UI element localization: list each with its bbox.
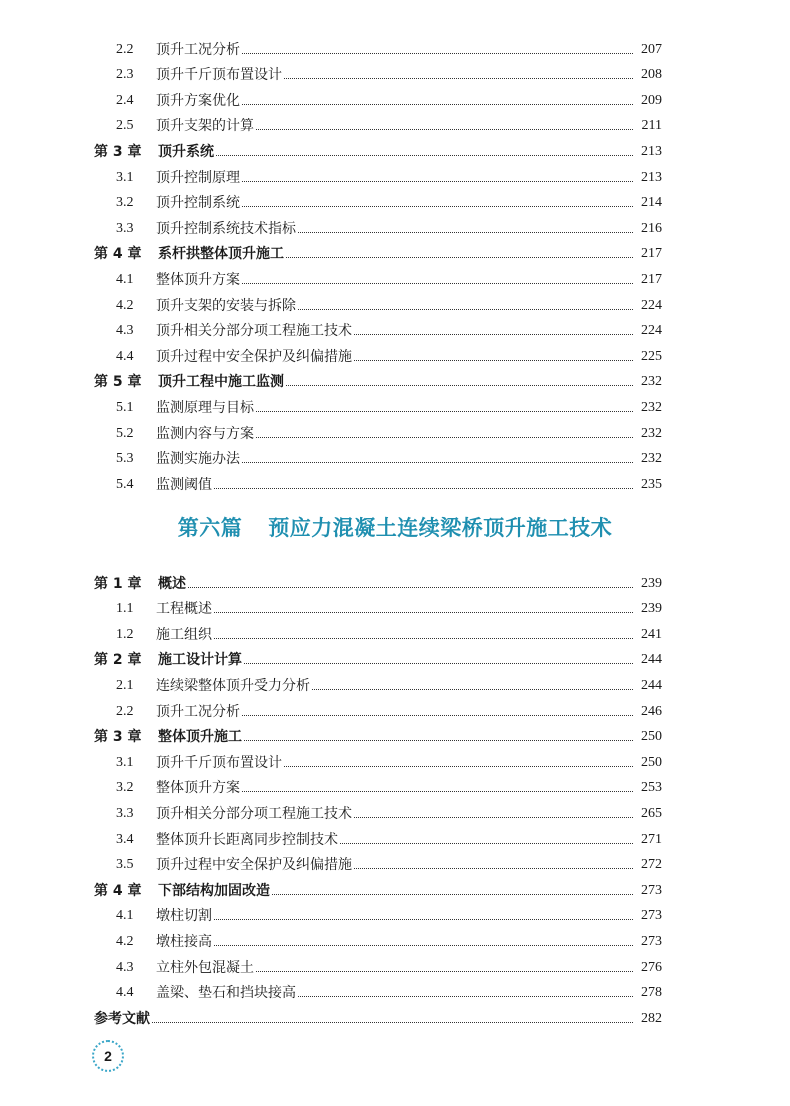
toc-entry-number: 4.4	[116, 348, 134, 364]
toc-entry-title: 整体顶升施工	[158, 729, 242, 746]
toc-entry-number: 1.2	[116, 626, 134, 642]
toc-entry-page: 232	[641, 399, 662, 415]
toc-entry-page: 217	[641, 271, 662, 287]
toc-entry-title: 顶升千斤顶布置设计	[156, 754, 282, 771]
toc-entry-title: 系杆拱整体顶升施工	[158, 246, 284, 263]
leader-dots	[242, 103, 633, 105]
toc-chapter-entry	[94, 1001, 662, 1027]
leader-dots	[286, 384, 633, 386]
toc-section-entry	[94, 109, 662, 135]
toc-entry-number: 4.2	[116, 933, 134, 949]
toc-chapter-entry	[94, 134, 662, 160]
leader-dots	[214, 944, 633, 946]
leader-dots	[244, 662, 633, 664]
toc-entry-page: 217	[641, 246, 662, 262]
leader-dots	[242, 282, 633, 284]
toc-entry-number: 第 3 章	[94, 143, 142, 160]
toc-entry-title: 整体顶升长距离同步控制技术	[156, 831, 338, 848]
toc-entry-number: 3.4	[116, 831, 134, 847]
leader-dots	[354, 333, 633, 335]
toc-entry-number: 第 3 章	[94, 729, 142, 746]
toc-entry-title: 墩柱接高	[156, 933, 212, 950]
toc-section-entry	[94, 83, 662, 109]
leader-dots	[256, 410, 633, 412]
toc-entry-number: 1.1	[116, 601, 134, 617]
toc-section-entry	[94, 924, 662, 950]
part-label: 第六篇	[177, 515, 243, 540]
leader-dots	[242, 205, 633, 207]
leader-dots	[312, 688, 633, 690]
toc-entry-page: 207	[641, 41, 662, 57]
leader-dots	[214, 487, 633, 489]
leader-dots	[244, 739, 633, 741]
toc-section-entry	[94, 822, 662, 848]
toc-entry-title: 整体顶升方案	[156, 271, 240, 288]
toc-entry-number: 5.2	[116, 425, 134, 441]
toc-entry-title: 顶升控制系统	[156, 195, 240, 212]
toc-entry-title: 连续梁整体顶升受力分析	[156, 677, 310, 694]
toc-entry-title: 施工组织	[156, 626, 212, 643]
toc-entry-title: 盖梁、垫石和挡块接高	[156, 985, 296, 1002]
leader-dots	[242, 461, 633, 463]
toc-section-entry	[94, 339, 662, 365]
toc-entry-number: 4.3	[116, 323, 134, 339]
toc-entry-page: 209	[641, 92, 662, 108]
toc-entry-page: 211	[641, 118, 662, 134]
toc-entry-title: 监测原理与目标	[156, 399, 254, 416]
toc-section-entry	[94, 976, 662, 1002]
toc-entry-page: 276	[641, 959, 662, 975]
toc-section-entry	[94, 211, 662, 237]
toc-entry-number: 5.3	[116, 451, 134, 467]
toc-entry-page: 244	[641, 652, 662, 668]
toc-entry-number: 第 4 章	[94, 246, 142, 263]
toc-entry-number: 4.3	[116, 959, 134, 975]
toc-entry-number: 3.3	[116, 220, 134, 236]
toc-entry-title: 顶升方案优化	[156, 92, 240, 109]
toc-entry-number: 4.1	[116, 271, 134, 287]
toc-entry-page: 232	[641, 374, 662, 390]
toc-entry-number: 第 4 章	[94, 882, 142, 899]
leader-dots	[214, 637, 633, 639]
toc-entry-page: 213	[641, 143, 662, 159]
toc-entry-title: 顶升控制原理	[156, 169, 240, 186]
toc-entry-page: 232	[641, 425, 662, 441]
toc-section-entry	[94, 467, 662, 493]
toc-entry-page: 246	[641, 703, 662, 719]
toc-entry-title: 监测阈值	[156, 476, 212, 493]
toc-entry-page: 278	[641, 985, 662, 1001]
part-title: 预应力混凝土连续梁桥顶升施工技术	[268, 515, 613, 540]
toc-entry-page: 216	[641, 220, 662, 236]
toc-entry-number: 2.2	[116, 41, 134, 57]
toc-entry-page: 273	[641, 908, 662, 924]
toc-entry-page: 213	[641, 169, 662, 185]
toc-entry-title: 顶升过程中安全保护及纠偏措施	[156, 348, 352, 365]
toc-entry-number: 2.2	[116, 703, 134, 719]
toc-entry-page: 214	[641, 195, 662, 211]
toc-entry-page: 224	[641, 323, 662, 339]
page-number-badge	[92, 1040, 124, 1072]
toc-entry-title: 顶升支架的计算	[156, 118, 254, 135]
leader-dots	[256, 436, 633, 438]
toc-entry-page: 239	[641, 575, 662, 591]
toc-entry-number: 2.3	[116, 67, 134, 83]
toc-chapter-entry	[94, 237, 662, 263]
toc-top-section	[94, 32, 662, 493]
toc-entry-title: 顶升支架的安装与拆除	[156, 297, 296, 314]
leader-dots	[152, 1021, 633, 1023]
leader-dots	[214, 918, 633, 920]
toc-entry-page: 239	[641, 601, 662, 617]
toc-section-entry	[94, 314, 662, 340]
toc-entry-number: 2.1	[116, 677, 134, 693]
leader-dots	[242, 52, 633, 54]
toc-section-entry	[94, 617, 662, 643]
toc-section-entry	[94, 160, 662, 186]
toc-section-entry	[94, 262, 662, 288]
toc-entry-title: 监测实施办法	[156, 451, 240, 468]
toc-entry-number: 3.3	[116, 805, 134, 821]
toc-section-entry	[94, 592, 662, 618]
toc-entry-title: 下部结构加固改造	[158, 882, 270, 899]
toc-section-entry	[94, 745, 662, 771]
toc-section-entry	[94, 796, 662, 822]
page-number: 2	[104, 1048, 112, 1064]
leader-dots	[214, 611, 633, 613]
toc-entry-number: 3.2	[116, 780, 134, 796]
leader-dots	[298, 308, 633, 310]
toc-entry-page: 250	[641, 754, 662, 770]
toc-section-entry	[94, 899, 662, 925]
toc-entry-page: 272	[641, 857, 662, 873]
toc-entry-page: 271	[641, 831, 662, 847]
toc-entry-number: 4.1	[116, 908, 134, 924]
toc-section-entry	[94, 771, 662, 797]
leader-dots	[340, 842, 633, 844]
toc-entry-page: 282	[641, 1010, 662, 1026]
toc-entry-page: 253	[641, 780, 662, 796]
toc-entry-number: 2.4	[116, 92, 134, 108]
toc-entry-title: 整体顶升方案	[156, 780, 240, 797]
toc-section-entry	[94, 186, 662, 212]
toc-chapter-entry	[94, 720, 662, 746]
toc-section-entry	[94, 416, 662, 442]
leader-dots	[242, 714, 633, 716]
toc-entry-title: 监测内容与方案	[156, 425, 254, 442]
toc-entry-number: 4.2	[116, 297, 134, 313]
leader-dots	[298, 995, 633, 997]
toc-entry-number: 3.1	[116, 169, 134, 185]
toc-section-entry	[94, 32, 662, 58]
toc-section-entry	[94, 390, 662, 416]
toc-entry-title: 顶升工况分析	[156, 41, 240, 58]
toc-entry-page: 232	[641, 451, 662, 467]
toc-entry-page: 235	[641, 476, 662, 492]
toc-entry-page: 265	[641, 805, 662, 821]
toc-entry-title: 顶升系统	[158, 143, 214, 160]
toc-section-entry	[94, 288, 662, 314]
toc-section-entry	[94, 442, 662, 468]
toc-section-entry	[94, 694, 662, 720]
leader-dots	[188, 586, 633, 588]
leader-dots	[242, 180, 633, 182]
toc-entry-title: 顶升相关分部分项工程施工技术	[156, 323, 352, 340]
leader-dots	[354, 816, 633, 818]
toc-entry-number: 2.5	[116, 118, 134, 134]
toc-section-entry	[94, 58, 662, 84]
toc-entry-title: 参考文献	[94, 1010, 150, 1027]
toc-entry-number: 第 1 章	[94, 575, 142, 592]
leader-dots	[242, 790, 633, 792]
toc-entry-title: 顶升工程中施工监测	[158, 374, 284, 391]
toc-entry-number: 3.2	[116, 195, 134, 211]
toc-entry-title: 顶升工况分析	[156, 703, 240, 720]
toc-entry-title: 顶升相关分部分项工程施工技术	[156, 805, 352, 822]
toc-entry-page: 241	[641, 626, 662, 642]
leader-dots	[284, 77, 633, 79]
toc-entry-page: 224	[641, 297, 662, 313]
toc-entry-number: 5.4	[116, 476, 134, 492]
toc-section-entry	[94, 848, 662, 874]
toc-entry-title: 概述	[158, 575, 186, 592]
toc-entry-number: 第 2 章	[94, 652, 142, 669]
toc-entry-number: 3.5	[116, 857, 134, 873]
leader-dots	[256, 128, 633, 130]
leader-dots	[284, 765, 633, 767]
toc-chapter-entry	[94, 643, 662, 669]
leader-dots	[256, 970, 633, 972]
leader-dots	[286, 256, 633, 258]
toc-chapter-entry	[94, 566, 662, 592]
leader-dots	[354, 359, 633, 361]
toc-entry-number: 3.1	[116, 754, 134, 770]
toc-entry-number: 5.1	[116, 399, 134, 415]
toc-entry-page: 273	[641, 882, 662, 898]
toc-entry-page: 208	[641, 67, 662, 83]
toc-chapter-entry	[94, 873, 662, 899]
toc-entry-title: 顶升过程中安全保护及纠偏措施	[156, 857, 352, 874]
toc-entry-title: 墩柱切割	[156, 908, 212, 925]
toc-entry-page: 250	[641, 729, 662, 745]
toc-bottom-section	[94, 566, 662, 1027]
toc-entry-page: 273	[641, 933, 662, 949]
part-heading	[0, 512, 790, 542]
toc-entry-title: 工程概述	[156, 601, 212, 618]
toc-entry-page: 225	[641, 348, 662, 364]
toc-entry-number: 4.4	[116, 985, 134, 1001]
toc-entry-title: 施工设计计算	[158, 652, 242, 669]
leader-dots	[298, 231, 633, 233]
leader-dots	[354, 867, 633, 869]
toc-entry-number: 第 5 章	[94, 374, 142, 391]
leader-dots	[272, 893, 633, 895]
toc-entry-title: 立柱外包混凝土	[156, 959, 254, 976]
toc-entry-title: 顶升控制系统技术指标	[156, 220, 296, 237]
toc-chapter-entry	[94, 365, 662, 391]
toc-entry-title: 顶升千斤顶布置设计	[156, 67, 282, 84]
leader-dots	[216, 154, 633, 156]
toc-section-entry	[94, 950, 662, 976]
toc-section-entry	[94, 668, 662, 694]
toc-entry-page: 244	[641, 677, 662, 693]
